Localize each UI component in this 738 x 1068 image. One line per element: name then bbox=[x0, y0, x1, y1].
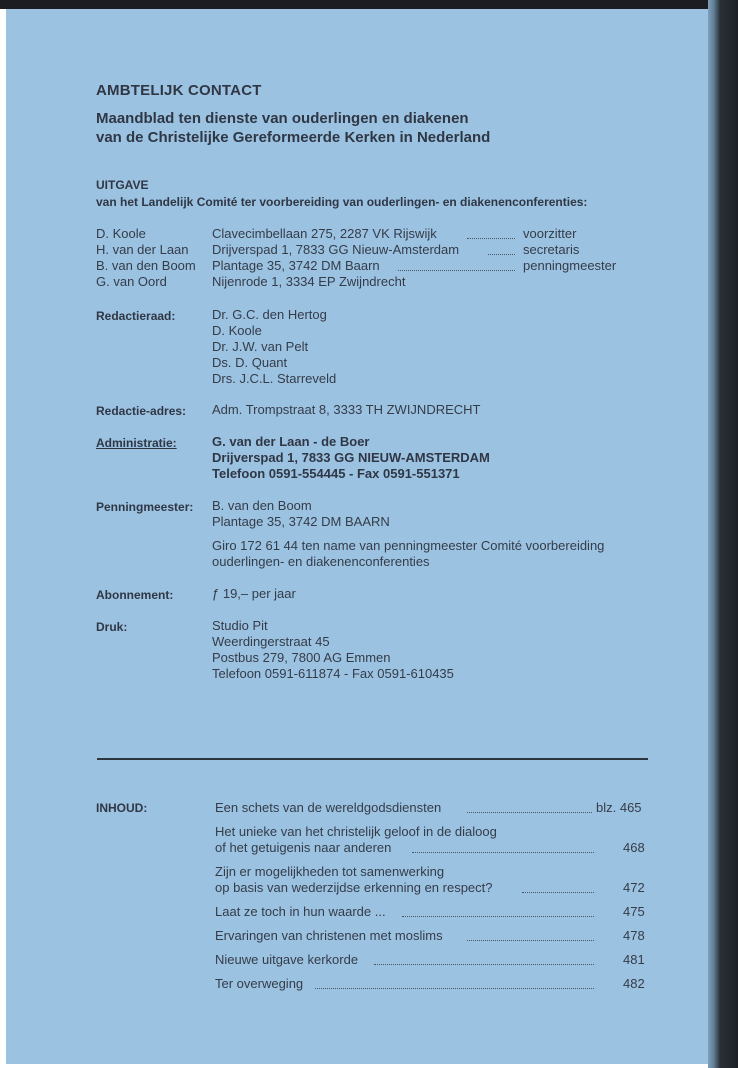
committee-address: Plantage 35, 3742 DM Baarn bbox=[212, 258, 380, 273]
toc-entry-page: 478 bbox=[623, 928, 645, 943]
druk-label: Druk: bbox=[96, 620, 128, 634]
leader-dots bbox=[402, 916, 594, 917]
administratie-address: Drijverspad 1, 7833 GG NIEUW-AMSTERDAM bbox=[212, 450, 490, 465]
redactieraad-member: Dr. J.W. van Pelt bbox=[212, 339, 309, 354]
committee-name: D. Koole bbox=[96, 226, 146, 241]
redactieraad-label: Redactieraad: bbox=[96, 309, 176, 323]
section-divider bbox=[97, 758, 648, 760]
redactie-adres-label: Redactie-adres: bbox=[96, 404, 187, 418]
leader-dots bbox=[412, 852, 594, 853]
inhoud-label: INHOUD: bbox=[96, 801, 148, 815]
administratie-name: G. van der Laan - de Boer bbox=[212, 434, 370, 449]
toc-entry-title: of het getuigenis naar anderen bbox=[215, 840, 392, 855]
toc-entry-title: Ervaringen van christenen met moslims bbox=[215, 928, 443, 943]
druk-line: Weerdingerstraat 45 bbox=[212, 634, 330, 649]
administratie-phone: Telefoon 0591-554445 - Fax 0591-551371 bbox=[212, 466, 460, 481]
uitgave-line: van het Landelijk Comité ter voorbereiding van ouderlingen- en diakenenconferenties: bbox=[96, 195, 588, 209]
toc-entry-title: Een schets van de wereldgodsdiensten bbox=[215, 800, 442, 815]
committee-name: G. van Oord bbox=[96, 274, 167, 289]
committee-role: penningmeester bbox=[523, 258, 617, 273]
leader-dots bbox=[488, 254, 515, 255]
toc-entry-page: 475 bbox=[623, 904, 645, 919]
subtitle-line-1: Maandblad ten dienste van ouderlingen en diakenen bbox=[96, 110, 469, 127]
giro-line-1: Giro 172 61 44 ten name van penningmeester Comité voorbereiding bbox=[212, 538, 605, 553]
scan-right-edge bbox=[708, 0, 738, 1068]
toc-entry-title: Nieuwe uitgave kerkorde bbox=[215, 952, 359, 967]
toc-entry-page: 481 bbox=[623, 952, 645, 967]
committee-address: Nijenrode 1, 3334 EP Zwijndrecht bbox=[212, 274, 406, 289]
committee-role: voorzitter bbox=[523, 226, 577, 241]
toc-entry-title: Het unieke van het christelijk geloof in de dialoog bbox=[215, 824, 497, 839]
druk-line: Postbus 279, 7800 AG Emmen bbox=[212, 650, 391, 665]
administratie-label: Administratie: bbox=[96, 436, 177, 450]
toc-entry-title: Laat ze toch in hun waarde ... bbox=[215, 904, 386, 919]
committee-role: secretaris bbox=[523, 242, 580, 257]
penningmeester-name: B. van den Boom bbox=[212, 498, 312, 513]
leader-dots bbox=[467, 812, 592, 813]
leader-dots bbox=[467, 238, 515, 239]
toc-entry-page: 472 bbox=[623, 880, 645, 895]
toc-entry-page: 482 bbox=[623, 976, 645, 991]
redactieraad-member: Dr. G.C. den Hertog bbox=[212, 307, 327, 322]
redactieraad-member: D. Koole bbox=[212, 323, 262, 338]
toc-entry-page: 468 bbox=[623, 840, 645, 855]
giro-line-2: ouderlingen- en diakenenconferenties bbox=[212, 554, 430, 569]
toc-entry-page: blz. 465 bbox=[596, 800, 642, 815]
scan-top-border bbox=[0, 0, 738, 9]
abonnement-label: Abonnement: bbox=[96, 588, 174, 602]
redactieraad-member: Drs. J.C.L. Starreveld bbox=[212, 371, 337, 386]
penningmeester-address: Plantage 35, 3742 DM BAARN bbox=[212, 514, 390, 529]
penningmeester-label: Penningmeester: bbox=[96, 500, 194, 514]
committee-name: B. van den Boom bbox=[96, 258, 196, 273]
leader-dots bbox=[374, 964, 594, 965]
redactieraad-member: Ds. D. Quant bbox=[212, 355, 288, 370]
leader-dots bbox=[315, 988, 594, 989]
abonnement-value: ƒ 19,– per jaar bbox=[212, 586, 296, 601]
leader-dots bbox=[522, 892, 594, 893]
committee-address: Clavecimbellaan 275, 2287 VK Rijswijk bbox=[212, 226, 437, 241]
subtitle-line-2: van de Christelijke Gereformeerde Kerken in Nederland bbox=[96, 129, 491, 146]
magazine-title: AMBTELIJK CONTACT bbox=[96, 82, 262, 99]
committee-name: H. van der Laan bbox=[96, 242, 189, 257]
leader-dots bbox=[467, 940, 594, 941]
druk-line: Telefoon 0591-611874 - Fax 0591-610435 bbox=[212, 666, 454, 681]
leader-dots bbox=[398, 270, 515, 271]
druk-line: Studio Pit bbox=[212, 618, 268, 633]
redactie-adres-value: Adm. Trompstraat 8, 3333 TH ZWIJNDRECHT bbox=[212, 402, 481, 417]
committee-address: Drijverspad 1, 7833 GG Nieuw-Amsterdam bbox=[212, 242, 460, 257]
toc-entry-title: op basis van wederzijdse erkenning en respect? bbox=[215, 880, 493, 895]
toc-entry-title: Ter overweging bbox=[215, 976, 304, 991]
toc-entry-title: Zijn er mogelijkheden tot samenwerking bbox=[215, 864, 445, 879]
uitgave-heading: UITGAVE bbox=[96, 178, 149, 192]
